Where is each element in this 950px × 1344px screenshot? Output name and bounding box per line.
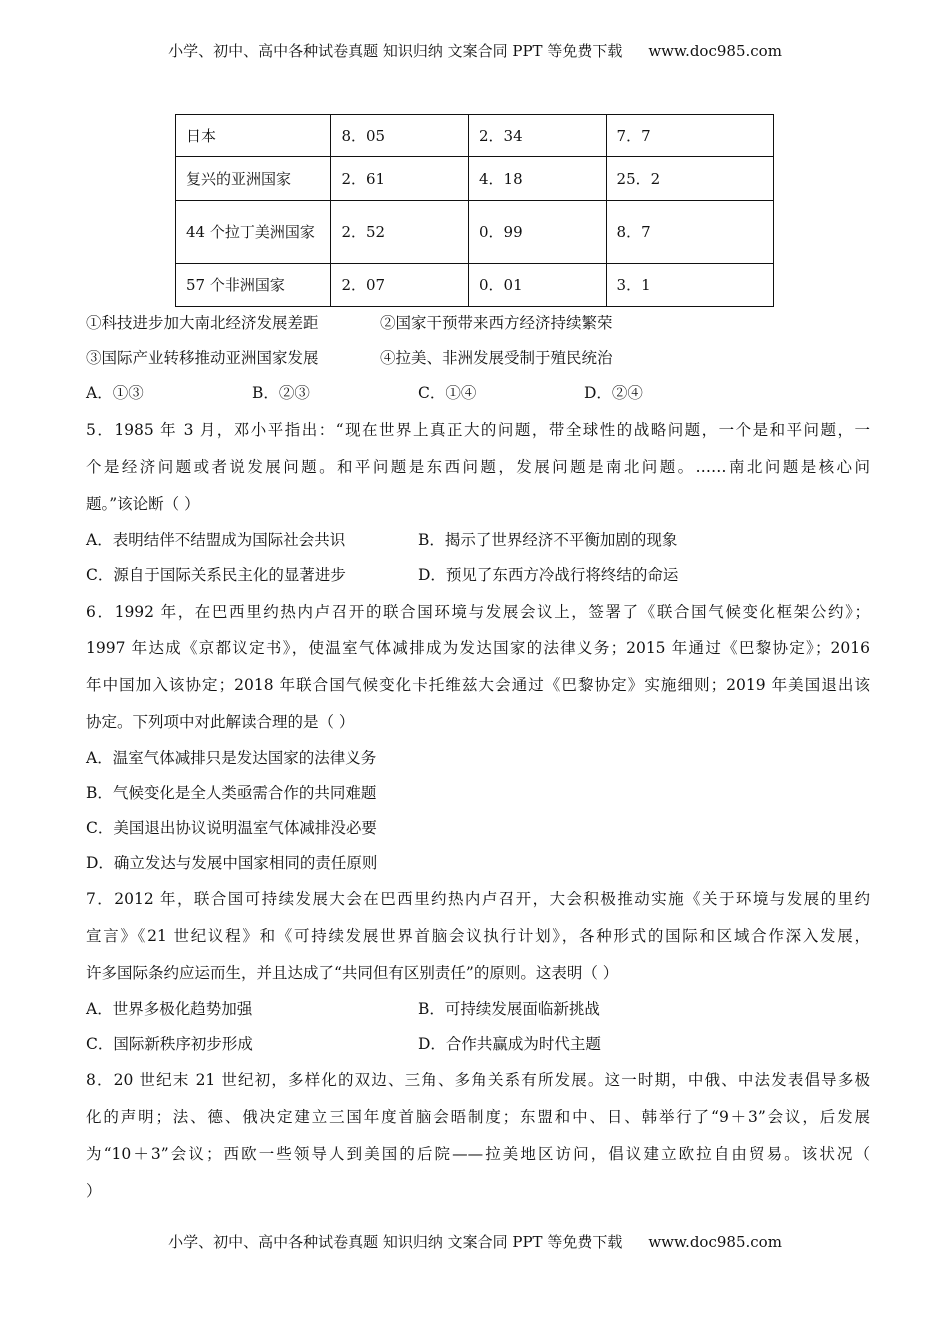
q7-option-d[interactable]: D．合作共赢成为时代主题 — [418, 1035, 601, 1053]
table-cell: 3．1 — [606, 264, 773, 307]
q5-option-c[interactable]: C．源自于国际关系民主化的显著进步 — [86, 566, 346, 584]
data-table — [175, 114, 774, 307]
q4-option-a[interactable]: A．①③ — [86, 384, 144, 402]
q5-option-a[interactable]: A．表明结伴不结盟成为国际社会共识 — [86, 531, 346, 549]
q7-stem-line-2: 宣言》《21 世纪议程》和《可持续发展世界首脑会议执行计划》，各种形式的国际和区域合作深入发展， — [86, 927, 870, 945]
q7-stem-line-1: 7．2012 年，联合国可持续发展大会在巴西里约热内卢召开，大会积极推动实施《关于环境与发展的里约 — [86, 890, 870, 908]
table-cell: 25．2 — [606, 157, 773, 201]
q4-item-3: ③国际产业转移推动亚洲国家发展 — [86, 349, 319, 367]
q8-stem-line-3: 为“10＋3”会议；西欧一些领导人到美国的后院——拉美地区访问，倡议建立欧拉自由贸易。该状况（ — [86, 1145, 870, 1163]
q4-item-1: ①科技进步加大南北经济发展差距 — [86, 314, 319, 332]
q6-stem-line-3: 年中国加入该协定；2018 年联合国气候变化卡托维兹大会通过《巴黎协定》实施细则；2019 年美国退出该 — [86, 676, 870, 694]
q6-option-b[interactable]: B．气候变化是全人类亟需合作的共同难题 — [86, 784, 377, 802]
table-cell: 日本 — [176, 115, 331, 157]
q8-stem-line-4: ） — [86, 1182, 102, 1200]
table-cell: 7．7 — [606, 115, 773, 157]
footer-url[interactable]: www.doc985.com — [648, 1233, 782, 1251]
header-url[interactable]: www.doc985.com — [648, 42, 782, 60]
table-cell: 8．05 — [331, 115, 469, 157]
q4-option-b[interactable]: B．②③ — [252, 384, 310, 402]
q6-stem-line-2: 1997 年达成《京都议定书》，使温室气体减排成为发达国家的法律义务；2015 年通过《巴黎协定》；2016 — [86, 639, 870, 657]
q4-item-4: ④拉美、非洲发展受制于殖民统治 — [380, 349, 613, 367]
table-cell: 4．18 — [468, 157, 606, 201]
table-cell: 0．01 — [468, 264, 606, 307]
q6-option-d[interactable]: D．确立发达与发展中国家相同的责任原则 — [86, 854, 378, 872]
table-cell: 2．52 — [331, 201, 469, 264]
q6-stem-line-1: 6．1992 年，在巴西里约热内卢召开的联合国环境与发展会议上，签署了《联合国气候变化框架公约》； — [86, 603, 870, 621]
q7-option-b[interactable]: B．可持续发展面临新挑战 — [418, 1000, 600, 1018]
table-row — [176, 264, 774, 307]
q7-option-a[interactable]: A．世界多极化趋势加强 — [86, 1000, 253, 1018]
q7-option-c[interactable]: C．国际新秩序初步形成 — [86, 1035, 253, 1053]
q5-stem-line-2: 个是经济问题或者说发展问题。和平问题是东西问题，发展问题是南北问题。……南北问题是核心问 — [86, 458, 870, 476]
q4-item-2: ②国家干预带来西方经济持续繁荣 — [380, 314, 613, 332]
table-cell: 57 个非洲国家 — [176, 264, 331, 307]
header-text: 小学、初中、高中各种试卷真题 知识归纳 文案合同 PPT 等免费下载 — [168, 42, 623, 60]
q5-stem-line-3: 题。”该论断（ ） — [86, 495, 200, 513]
q7-stem-line-3: 许多国际条约应运而生，并且达成了“共同但有区别责任”的原则。这表明（ ） — [86, 964, 619, 982]
q8-stem-line-1: 8．20 世纪末 21 世纪初，多样化的双边、三角、多角关系有所发展。这一时期，中俄、中法发表倡导多极 — [86, 1071, 870, 1089]
q5-option-b[interactable]: B．揭示了世界经济不平衡加剧的现象 — [418, 531, 678, 549]
table-cell: 2．61 — [331, 157, 469, 201]
page-footer — [0, 1231, 950, 1252]
table-row — [176, 157, 774, 201]
q4-option-d[interactable]: D．②④ — [584, 384, 643, 402]
q8-stem-line-2: 化的声明；法、德、俄决定建立三国年度首脑会晤制度；东盟和中、日、韩举行了“9＋3”会议，后发展 — [86, 1108, 870, 1126]
q6-option-c[interactable]: C．美国退出协议说明温室气体减排没必要 — [86, 819, 377, 837]
table-row — [176, 115, 774, 157]
q4-items-row-1 — [86, 311, 613, 333]
table-cell: 44 个拉丁美洲国家 — [176, 201, 331, 264]
q6-option-a[interactable]: A．温室气体减排只是发达国家的法律义务 — [86, 749, 377, 767]
q6-stem-line-4: 协定。下列项中对此解读合理的是（ ） — [86, 713, 355, 731]
table-cell: 8．7 — [606, 201, 773, 264]
table-cell: 2．07 — [331, 264, 469, 307]
table-row — [176, 201, 774, 264]
footer-text: 小学、初中、高中各种试卷真题 知识归纳 文案合同 PPT 等免费下载 — [168, 1233, 623, 1251]
table-cell: 复兴的亚洲国家 — [176, 157, 331, 201]
table-cell: 2．34 — [468, 115, 606, 157]
q5-stem-line-1: 5．1985 年 3 月，邓小平指出：“现在世界上真正大的问题，带全球性的战略问题，一个是和平问题，一 — [86, 421, 870, 439]
q4-option-c[interactable]: C．①④ — [418, 384, 477, 402]
q5-option-d[interactable]: D．预见了东西方冷战行将终结的命运 — [418, 566, 679, 584]
q4-items-row-2 — [86, 346, 613, 368]
table-cell: 0．99 — [468, 201, 606, 264]
page-header — [0, 40, 950, 61]
